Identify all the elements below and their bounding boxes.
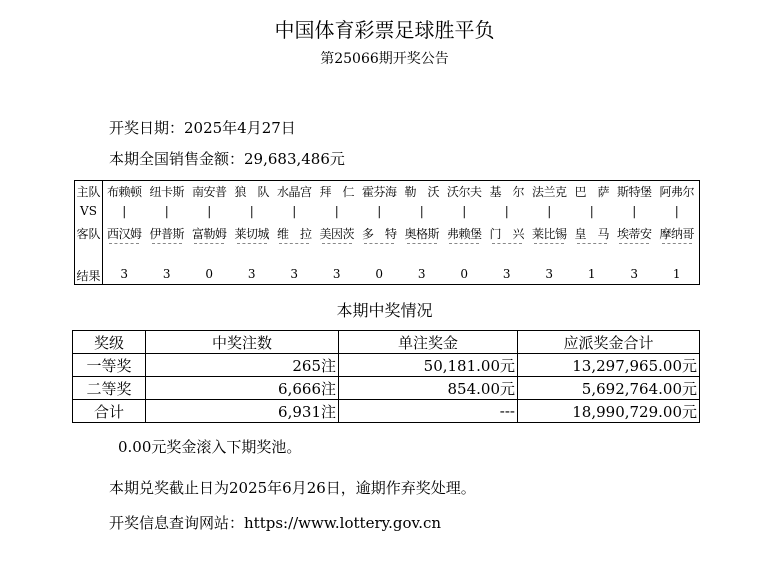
away-team: 伊普斯 xyxy=(149,227,184,241)
prize-section-title: 本期中奖情况 xyxy=(336,301,433,320)
match-result: 1 xyxy=(672,267,681,281)
away-team: 维 拉 xyxy=(276,227,312,241)
away-team: 西汉姆 xyxy=(106,227,142,241)
vs-mark: | xyxy=(249,204,254,218)
separator xyxy=(449,243,479,244)
header-total: 应派奖金合计 xyxy=(518,331,700,354)
match-column xyxy=(273,181,316,284)
separator xyxy=(407,243,437,244)
prize-header-row xyxy=(73,331,700,354)
separator xyxy=(492,243,522,244)
away-team: 皇 马 xyxy=(574,227,609,241)
label-home: 主队 xyxy=(76,185,101,199)
match-column xyxy=(316,181,359,284)
match-result: 0 xyxy=(460,267,469,281)
vs-mark: | xyxy=(504,204,509,218)
games-grid xyxy=(103,181,699,284)
away-team: 莱比锡 xyxy=(531,227,567,241)
away-team: 莱切城 xyxy=(234,227,269,241)
home-team: 巴 萨 xyxy=(574,185,609,199)
header-unit-prize: 单注奖金 xyxy=(339,331,518,354)
vs-mark: | xyxy=(462,204,467,218)
match-column xyxy=(401,181,444,284)
home-team: 阿弗尔 xyxy=(659,185,694,199)
vs-mark: | xyxy=(164,204,169,218)
match-column xyxy=(528,181,571,284)
home-team: 沃尔夫 xyxy=(446,185,482,199)
vs-mark: | xyxy=(334,204,339,218)
separator xyxy=(534,243,564,244)
away-team: 埃蒂安 xyxy=(616,227,652,241)
away-team: 摩纳哥 xyxy=(659,227,694,241)
table-row xyxy=(73,400,700,423)
match-column xyxy=(188,181,231,284)
match-result: 3 xyxy=(417,267,426,281)
separator xyxy=(109,243,139,244)
announcement-subtitle: 第25066期开奖公告 xyxy=(320,51,449,67)
home-team: 纽卡斯 xyxy=(149,185,184,199)
deadline-note: 本期兑奖截止日为2025年6月26日，逾期作弃奖处理。 xyxy=(109,479,476,497)
match-result: 3 xyxy=(290,267,299,281)
vs-mark: | xyxy=(207,204,212,218)
label-away: 客队 xyxy=(76,227,101,241)
match-result: 3 xyxy=(630,267,639,281)
separator xyxy=(279,243,309,244)
vs-mark: | xyxy=(547,204,552,218)
header-level: 奖级 xyxy=(73,331,146,354)
table-row xyxy=(73,354,700,377)
match-column xyxy=(443,181,486,284)
vs-mark: | xyxy=(419,204,424,218)
match-result: 3 xyxy=(545,267,554,281)
home-team: 南安普 xyxy=(191,185,227,199)
prize-level: 一等奖 xyxy=(73,354,146,377)
away-team: 门 兴 xyxy=(489,227,524,241)
match-result: 0 xyxy=(205,267,214,281)
separator xyxy=(577,243,607,244)
home-team: 勒 沃 xyxy=(404,185,439,199)
match-result: 3 xyxy=(247,267,256,281)
prize-unit: 50,181.00元 xyxy=(339,354,518,377)
prize-table xyxy=(72,330,700,423)
vs-mark: | xyxy=(122,204,127,218)
home-team: 法兰克 xyxy=(531,185,567,199)
table-row xyxy=(73,377,700,400)
home-team: 霍芬海 xyxy=(361,185,397,199)
match-result: 1 xyxy=(587,267,596,281)
header-count: 中奖注数 xyxy=(146,331,339,354)
match-column xyxy=(146,181,189,284)
home-team: 水晶宫 xyxy=(276,185,312,199)
match-column xyxy=(103,181,146,284)
vs-mark: | xyxy=(292,204,297,218)
prize-unit: --- xyxy=(339,400,518,423)
match-column xyxy=(613,181,656,284)
sales-amount: 本期全国销售金额：29,683,486元 xyxy=(109,150,345,168)
prize-count: 6,931注 xyxy=(146,400,339,423)
prize-total: 5,692,764.00元 xyxy=(518,377,700,400)
match-results-table xyxy=(74,180,700,285)
match-result: 3 xyxy=(332,267,341,281)
separator xyxy=(194,243,224,244)
label-vs: VS xyxy=(80,204,97,218)
vs-mark: | xyxy=(674,204,679,218)
away-team: 弗赖堡 xyxy=(446,227,482,241)
vs-mark: | xyxy=(377,204,382,218)
home-team: 拜 仁 xyxy=(319,185,354,199)
separator xyxy=(619,243,649,244)
match-column xyxy=(656,181,699,284)
vs-mark: | xyxy=(589,204,594,218)
match-result: 3 xyxy=(162,267,171,281)
separator xyxy=(322,243,352,244)
prize-level: 二等奖 xyxy=(73,377,146,400)
match-result: 3 xyxy=(502,267,511,281)
separator xyxy=(662,243,692,244)
match-column xyxy=(231,181,274,284)
home-team: 布赖顿 xyxy=(106,185,142,199)
draw-date: 开奖日期：2025年4月27日 xyxy=(109,119,296,137)
row-labels xyxy=(75,181,103,284)
website-note: 开奖信息查询网站：https://www.lottery.gov.cn xyxy=(109,514,442,532)
match-column xyxy=(486,181,529,284)
away-team: 富勒姆 xyxy=(191,227,227,241)
vs-mark: | xyxy=(632,204,637,218)
separator xyxy=(237,243,267,244)
prize-level: 合计 xyxy=(73,400,146,423)
match-result: 3 xyxy=(120,267,129,281)
rollover-note: 0.00元奖金滚入下期奖池。 xyxy=(118,438,302,456)
away-team: 美因茨 xyxy=(319,227,354,241)
away-team: 多 特 xyxy=(361,227,397,241)
home-team: 斯特堡 xyxy=(616,185,652,199)
page-title: 中国体育彩票足球胜平负 xyxy=(274,18,495,42)
label-result: 结果 xyxy=(76,269,101,283)
away-team: 奥格斯 xyxy=(404,227,439,241)
separator xyxy=(364,243,394,244)
match-column xyxy=(358,181,401,284)
match-result: 0 xyxy=(375,267,384,281)
prize-total: 18,990,729.00元 xyxy=(518,400,700,423)
home-team: 狼 队 xyxy=(234,185,269,199)
match-column xyxy=(571,181,614,284)
prize-unit: 854.00元 xyxy=(339,377,518,400)
prize-total: 13,297,965.00元 xyxy=(518,354,700,377)
prize-count: 6,666注 xyxy=(146,377,339,400)
separator xyxy=(152,243,182,244)
prize-count: 265注 xyxy=(146,354,339,377)
home-team: 基 尔 xyxy=(489,185,524,199)
